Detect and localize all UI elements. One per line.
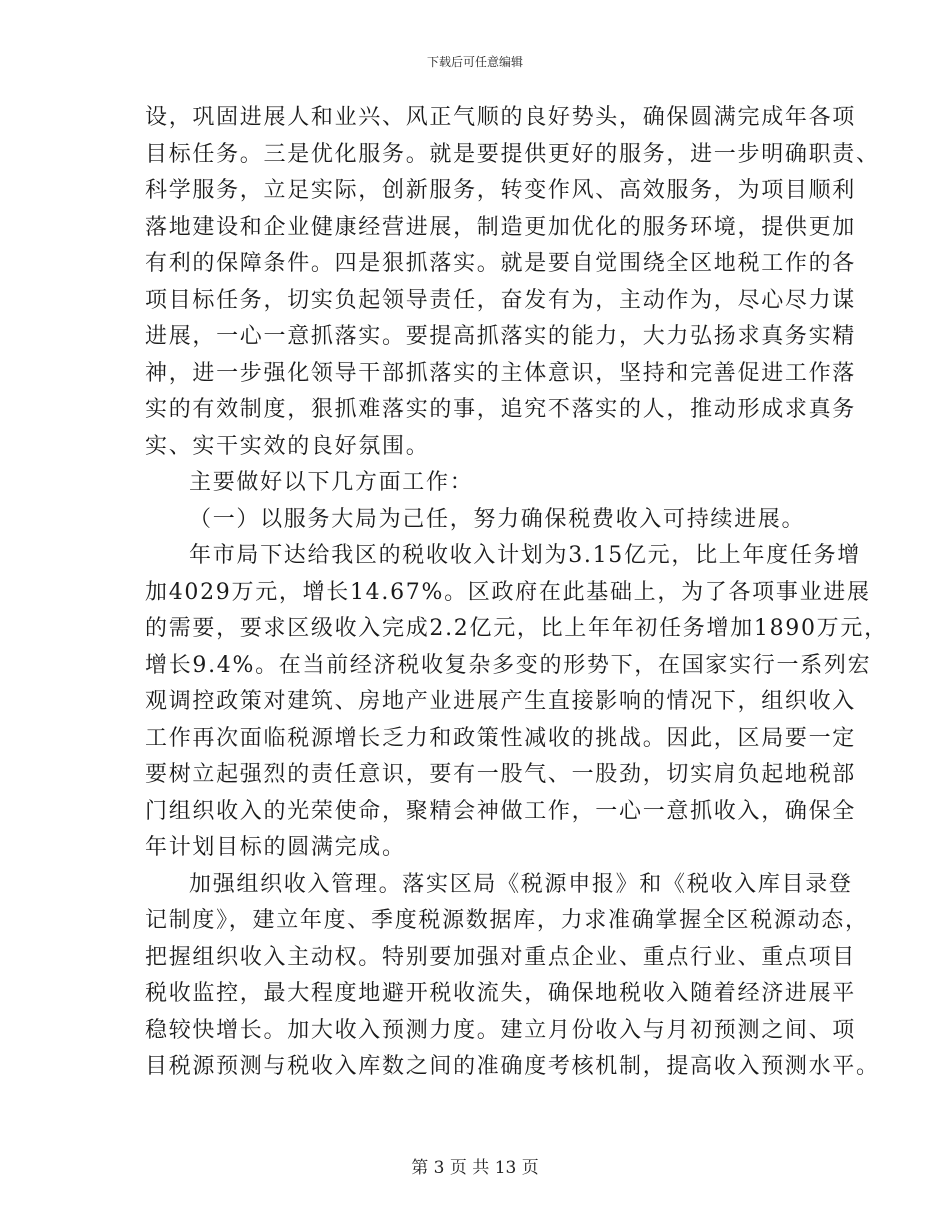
page-header: 下载后可任意编辑 xyxy=(426,55,523,69)
text-line: （一）以服务大局为己任，努力确保税费收入可持续进展。 xyxy=(189,506,806,532)
page-footer: 第 3 页 共 13 页 xyxy=(411,1158,539,1178)
text-line: 设，巩固进展人和业兴、风正气顺的良好势头，确保圆满完成年各项 xyxy=(145,105,857,130)
text-line: 稳较快增长。加大收入预测力度。建立月份收入与月初预测之间、项 xyxy=(145,1017,857,1043)
text-line: 税收监控，最大程度地避开税收流失，确保地税收入随着经济进展平 xyxy=(145,981,857,1006)
text-line: 加强组织收入管理。落实区局《税源申报》和《税收入库目录登 xyxy=(189,871,853,897)
document-body xyxy=(145,100,888,1086)
text-line: 科学服务，立足实际，创新服务，转变作风、高效服务，为项目顺利 xyxy=(145,178,857,203)
text-line: 神，进一步强化领导干部抓落实的主体意识，坚持和完善促进工作落 xyxy=(145,360,857,386)
text-line: 观调控政策对建筑、房地产业进展产生直接影响的情况下，组织收入 xyxy=(145,689,857,714)
text-line: 记制度》，建立年度、季度税源数据库，力求准确掌握全区税源动态， xyxy=(145,908,869,933)
text-line: 年市局下达给我区的税收收入计划为3.15亿元，比上年度任务增 xyxy=(189,543,861,568)
text-line: 落地建设和企业健康经营进展，制造更加优化的服务环境，提供更加 xyxy=(145,214,857,240)
text-line: 实的有效制度，狠抓难落实的事，追究不落实的人，推动形成求真务 xyxy=(145,397,857,422)
text-line: 工作再次面临税源增长乏力和政策性减收的挑战。因此，区局要一定 xyxy=(145,725,857,751)
text-line: 实、实干实效的良好氛围。 xyxy=(145,433,430,459)
text-line: 年计划目标的圆满完成。 xyxy=(145,835,406,860)
text-line: 要树立起强烈的责任意识，要有一股气、一股劲，切实肩负起地税部 xyxy=(145,762,857,787)
text-line: 增长9.4%。在当前经济税收复杂多变的形势下，在国家实行一系列宏 xyxy=(145,652,872,678)
text-line: 目税源预测与税收入库数之间的准确度考核机制，提高收入预测水平。 xyxy=(145,1054,880,1079)
text-line: 把握组织收入主动权。特别要加强对重点企业、重点行业、重点项目 xyxy=(145,944,857,970)
text-line: 的需要，要求区级收入完成2.2亿元，比上年年初任务增加1890万元， xyxy=(145,616,888,641)
text-line: 项目标任务，切实负起领导责任，奋发有为，主动作为，尽心尽力谋 xyxy=(145,287,857,313)
text-line: 有利的保障条件。四是狠抓落实。就是要自觉围绕全区地税工作的各 xyxy=(145,251,857,276)
text-line: 目标任务。三是优化服务。就是要提供更好的服务，进一步明确职责、 xyxy=(145,141,880,167)
text-line: 门组织收入的光荣使命，聚精会神做工作，一心一意抓收入，确保全 xyxy=(145,798,857,824)
text-line: 进展，一心一意抓落实。要提高抓落实的能力，大力弘扬求真务实精 xyxy=(145,324,857,349)
text-line: 主要做好以下几方面工作： xyxy=(189,470,474,495)
text-line: 加4029万元，增长14.67%。区政府在此基础上，为了各项事业进展 xyxy=(145,579,871,605)
